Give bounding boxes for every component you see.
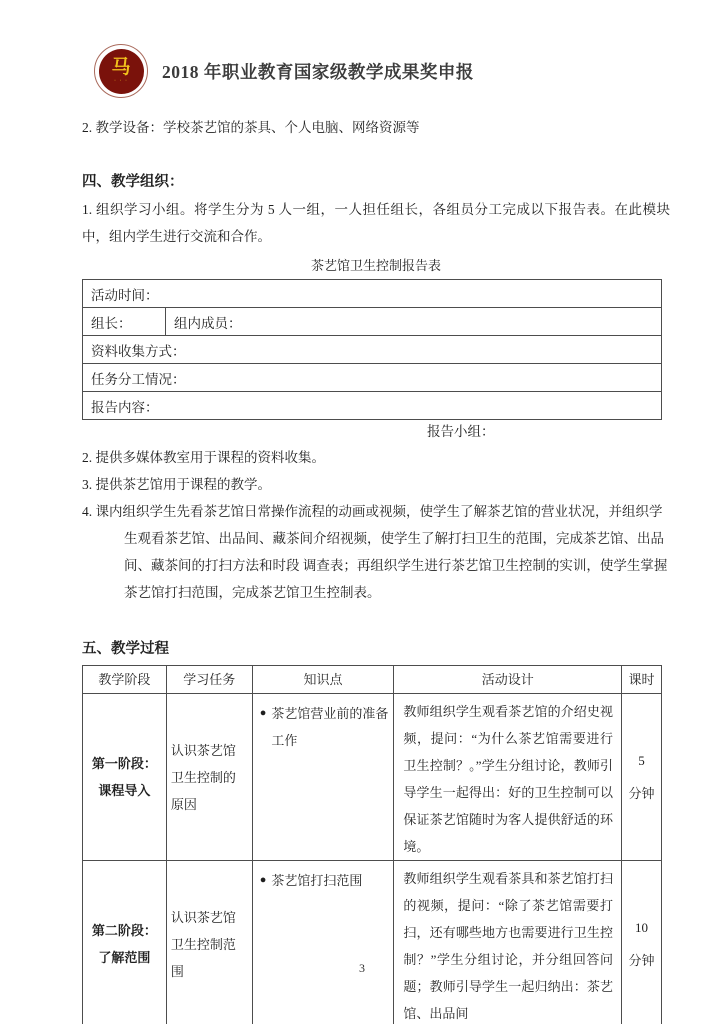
report-table-caption: 茶艺馆卫生控制报告表 <box>310 258 441 273</box>
column-header-duration: 课时 <box>622 666 662 694</box>
duration-cell <box>622 694 662 861</box>
knowledge-text: 茶艺馆营业前的准备工作 <box>271 706 389 748</box>
section-heading-teaching-process: 五、教学过程 <box>82 641 169 657</box>
table-header-row <box>83 666 662 694</box>
stage-cell: 第二阶段：了解范围 <box>83 861 167 1024</box>
list-item-4: 4. 课内组织学生先看茶艺馆日常操作流程的动画或视频，使学生了解茶艺馆的营业状况，并组织学生观看茶艺馆、出品间、藏茶间介绍视频，使学生了解打扫卫生的范围，完成茶艺馆、出品间、藏茶间的打扫方法和时段 调查表；再组织学生进行茶艺馆卫生控制的实训，使学生掌握茶艺馆打扫范围，完成茶艺馆卫生控制表。 <box>82 504 668 600</box>
list-item-3: 3. 提供茶艺馆用于课程的教学。 <box>82 477 271 492</box>
table-row-stage-2 <box>83 861 662 1024</box>
table-row <box>83 364 662 392</box>
task-cell: 认识茶艺馆卫生控制范围 <box>166 861 252 1024</box>
column-header-knowledge: 知识点 <box>252 666 394 694</box>
column-header-activity: 活动设计 <box>394 666 622 694</box>
report-content-cell: 报告内容： <box>83 392 662 420</box>
table-row <box>83 308 662 336</box>
school-seal-logo <box>94 44 148 98</box>
task-division-cell: 任务分工情况： <box>83 364 662 392</box>
activity-design-cell: 教师组织学生观看茶具和茶艺馆打扫的视频，提问：“除了茶艺馆需要打扫，还有哪些地方也需要进行卫生控制？”学生分组讨论，并分组回答问题；教师引导学生一起归纳出：茶艺馆、出品间 <box>394 861 622 1024</box>
table-row <box>83 336 662 364</box>
hygiene-report-table <box>82 279 662 420</box>
knowledge-text: 茶艺馆打扫范围 <box>271 873 363 888</box>
table-row-stage-1 <box>83 694 662 861</box>
seal-marks-icon: · · · <box>114 78 128 84</box>
duration-value: 5 <box>638 753 645 768</box>
horse-icon: 马 <box>111 57 131 78</box>
report-group-line: 报告小组： <box>427 424 495 439</box>
knowledge-cell <box>252 861 394 1024</box>
stage-cell: 第一阶段：课程导入 <box>83 694 167 861</box>
table-row <box>83 392 662 420</box>
task-cell: 认识茶艺馆卫生控制的原因 <box>166 694 252 861</box>
equipment-line: 2. 教学设备：学校茶艺馆的茶具、个人电脑、网络资源等 <box>82 120 420 135</box>
members-cell: 组内成员： <box>166 308 662 336</box>
activity-time-cell: 活动时间： <box>83 280 662 308</box>
collection-method-cell: 资料收集方式： <box>83 336 662 364</box>
column-header-task: 学习任务 <box>166 666 252 694</box>
bullet-icon: ● <box>259 707 267 719</box>
knowledge-cell <box>252 694 394 861</box>
seal-disc <box>99 49 144 94</box>
knowledge-item <box>260 867 392 894</box>
activity-design-cell: 教师组织学生观看茶艺馆的介绍史视频，提问：“为什么茶艺馆需要进行卫生控制？。”学生分组讨论，教师引导学生一起得出：好的卫生控制可以保证茶艺馆随时为客人提供舒适的环境。 <box>394 694 622 861</box>
paragraph-study-groups: 1. 组织学习小组。将学生分为 5 人一组，一人担任组长，各组员分工完成以下报告表。在此模块中，组内学生进行交流和合作。 <box>82 202 670 244</box>
list-item-2: 2. 提供多媒体教室用于课程的资料收集。 <box>82 450 325 465</box>
duration-cell <box>622 861 662 1024</box>
leader-cell: 组长： <box>83 308 166 336</box>
table-row <box>83 280 662 308</box>
duration-unit: 分钟 <box>628 786 655 801</box>
page-title: 2018 年职业教育国家级教学成果奖申报 <box>162 61 474 82</box>
knowledge-item <box>260 700 392 754</box>
duration-unit: 分钟 <box>628 953 655 968</box>
bullet-icon: ● <box>259 874 267 886</box>
duration-value: 10 <box>635 920 648 935</box>
section-heading-teaching-organization: 四、教学组织： <box>82 174 184 190</box>
page-header <box>94 42 670 100</box>
page-number: 3 <box>359 961 365 975</box>
column-header-stage: 教学阶段 <box>83 666 167 694</box>
